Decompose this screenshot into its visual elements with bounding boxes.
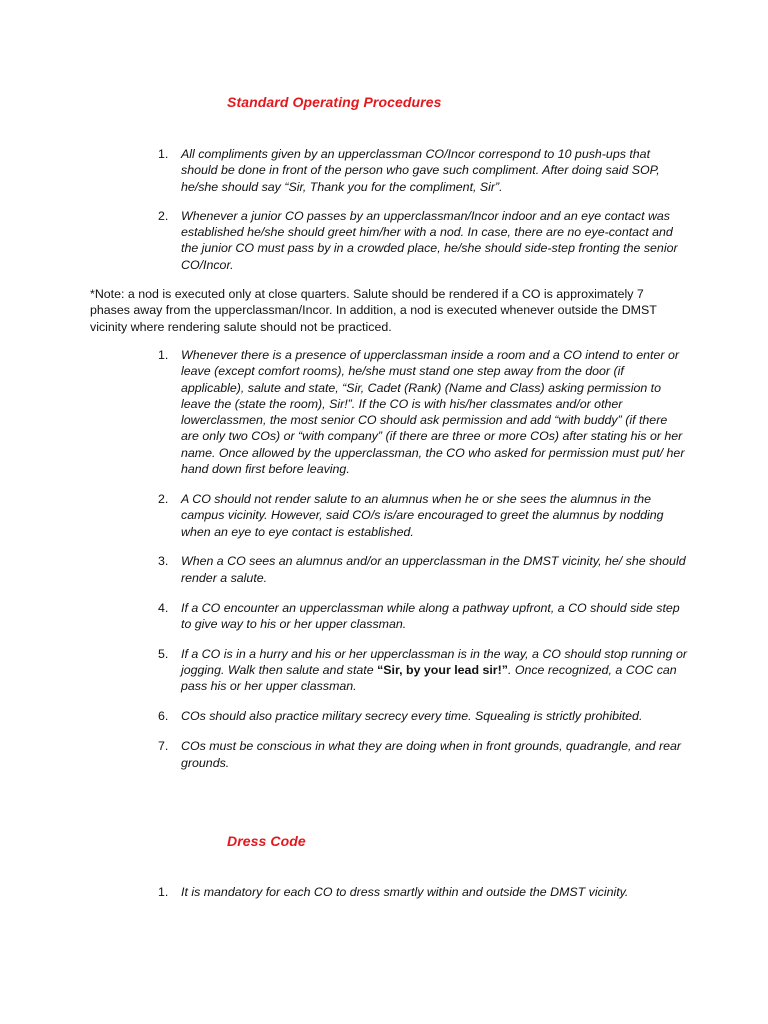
item-number: 1.: [158, 147, 169, 161]
item-text: COs must be conscious in what they are doing when in front grounds, quadrangle, and rear grounds.: [181, 739, 682, 770]
list-item: [158, 491, 688, 540]
list-item: [158, 884, 688, 900]
item-number: 6.: [158, 709, 169, 724]
item-text: It is mandatory for each CO to dress smartly within and outside the DMST vicinity.: [181, 885, 629, 899]
list-item: [158, 600, 688, 633]
item-text: When a CO sees an alumnus and/or an upperclassman in the DMST vicinity, he/ she should render a salute.: [181, 554, 686, 585]
item-text: COs should also practice military secrecy every time. Squealing is strictly prohibited.: [181, 709, 643, 724]
dress-code-list: [158, 884, 688, 900]
sop-list: [158, 146, 688, 286]
note-paragraph: *Note: a nod is executed only at close quarters. Salute should be rendered if a CO is approximately 7 phases away from the upperclassman/Incor. In addition, a nod is executed whenever outside the DMST vicinity where rendering salute should not be practiced.: [90, 287, 657, 334]
item-number: 2.: [158, 491, 169, 506]
item-number: 4.: [158, 600, 169, 615]
item-text: Whenever a junior CO passes by an upperclassman/Incor indoor and an eye contact was established he/she should greet him/her with a nod. In case, there are no eye-contact and the junior CO must pass by in a crowded place, he/she should side-step fronting the senior CO/Incor.: [181, 208, 678, 272]
item-text: A CO should not render salute to an alumnus when he or she sees the alumnus in the campus vicinity. However, said CO/s is/are encouraged to greet the alumnus by nodding when an eye to eye contact is established.: [181, 491, 664, 539]
list-item: [158, 646, 688, 695]
item-text: If a CO encounter an upperclassman while along a pathway upfront, a CO should side step to give way to his or her upper classman.: [181, 600, 680, 631]
item-text-before: If a CO is in a hurry and his or her upperclassman is in the way, a CO should stop running or jogging. Walk then salute and state: [181, 646, 687, 678]
section-title-sop: Standard Operating Procedures: [227, 94, 442, 110]
list-item: [158, 347, 688, 477]
item-text: All compliments given by an upperclassman CO/Incor correspond to 10 push-ups that should be done in front of the person who gave such compliment. After doing said SOP, he/she should say “Sir, Thank you for the compliment, Sir”.: [181, 147, 660, 194]
item-text-after: . Once recognized, a COC can pass his or her upper classman.: [181, 663, 677, 694]
emphasized-phrase: “Sir, by your lead sir!”: [377, 663, 508, 678]
rules-list: [158, 347, 688, 784]
item-number: 2.: [158, 208, 169, 223]
item-number: 5.: [158, 646, 169, 661]
item-number: 1.: [158, 348, 169, 362]
section-title-dress-code: Dress Code: [227, 833, 306, 849]
list-item: [158, 708, 688, 724]
list-item: [158, 146, 688, 195]
item-number: 1.: [158, 885, 169, 899]
list-item: [158, 553, 688, 586]
item-number: 7.: [158, 739, 169, 754]
item-number: 3.: [158, 554, 169, 569]
item-text: Whenever there is a presence of upperclassman inside a room and a CO intend to enter or leave (except comfort rooms), he/she must stand one step away from the door (if applicable), salute and state, “Sir, Cadet (Rank) (Name and Class) asking permission to leave the (state the room), Sir!”. If the CO is with his/her classmates and/or other lowerclassmen, the most senior CO should ask permission and add “with buddy” (if there are only two COs) or “with company” (if there are three or more COs) after stating his or her name. Once allowed by the upperclassman, the CO who asked for permission must put/ her hand down first before leaving.: [181, 348, 685, 477]
list-item: [158, 208, 688, 273]
list-item: [158, 738, 688, 771]
